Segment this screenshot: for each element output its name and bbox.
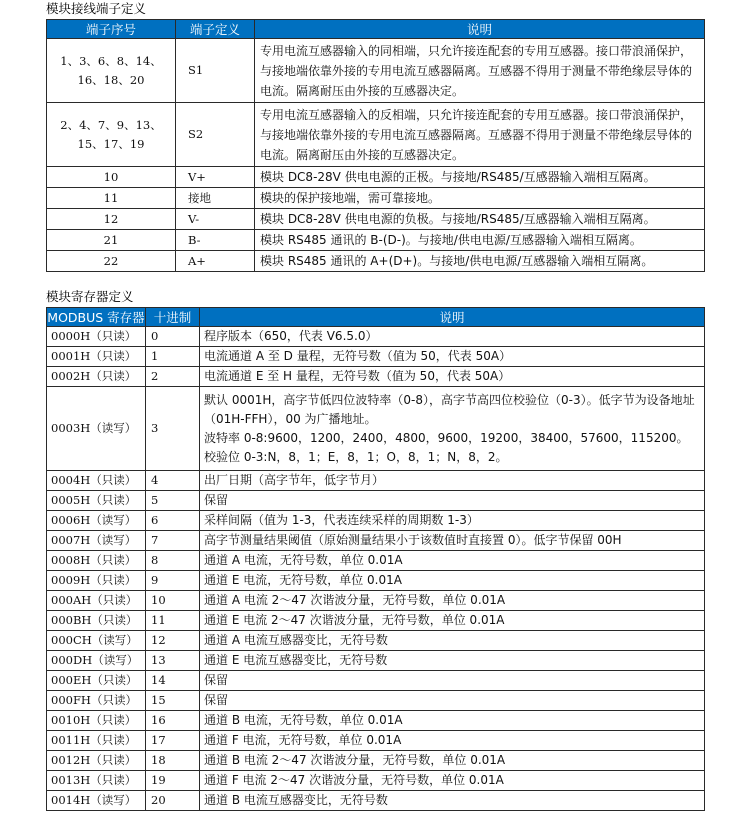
table-row	[47, 327, 705, 347]
table-row	[47, 367, 705, 387]
table-row	[47, 471, 705, 491]
terminal-number: 21	[47, 230, 176, 251]
baud-rate-line: 波特率 0-8:9600，1200，2400，4800，9600，19200，38400，57600，115200。	[204, 430, 689, 445]
terminal-definition: S1	[176, 39, 255, 103]
register-description: 通道 B 电流互感器变比，无符号数	[200, 791, 705, 811]
register-decimal: 12	[146, 631, 200, 651]
table-row	[47, 751, 705, 771]
table-row	[47, 230, 705, 251]
register-decimal: 18	[146, 751, 200, 771]
terminal-table	[46, 19, 705, 272]
terminal-description: 模块 DC8-28V 供电电源的正极。与接地/RS485/互感器输入端相互隔离。	[255, 167, 705, 188]
register-description: 通道 F 电流 2～47 次谐波分量，无符号数，单位 0.01A	[200, 771, 705, 791]
register-address: 0004H（只读）	[47, 471, 146, 491]
header-description: 说明	[200, 308, 705, 327]
register-description: 通道 A 电流 2～47 次谐波分量，无符号数，单位 0.01A	[200, 591, 705, 611]
register-description: 采样间隔（值为 1-3，代表连续采样的周期数 1-3）	[200, 511, 705, 531]
table-row	[47, 103, 705, 167]
register-decimal: 7	[146, 531, 200, 551]
register-address: 000CH（读写）	[47, 631, 146, 651]
table-row	[47, 209, 705, 230]
register-decimal: 11	[146, 611, 200, 631]
register-description: 通道 A 电流互感器变比，无符号数	[200, 631, 705, 651]
terminal-description: 专用电流互感器输入的反相端，只允许接连配套的专用互感器。接口带浪涌保护，与接地端依靠外接的专用电流互感器隔离。互感器不得用于测量不带绝缘层导体的电流。隔离耐压由外接的互感器决定。	[255, 103, 705, 167]
register-address: 0008H（只读）	[47, 551, 146, 571]
terminal-number: 1、3、6、8、14、16、18、20	[47, 39, 176, 103]
terminal-table-header	[47, 20, 705, 39]
register-description: 保留	[200, 671, 705, 691]
register-address: 0006H（读写）	[47, 511, 146, 531]
register-address: 000BH（只读）	[47, 611, 146, 631]
register-decimal: 15	[146, 691, 200, 711]
register-address: 0009H（只读）	[47, 571, 146, 591]
table-row	[47, 188, 705, 209]
register-address: 000DH（读写）	[47, 651, 146, 671]
register-description: 通道 B 电流，无符号数，单位 0.01A	[200, 711, 705, 731]
register-address: 0005H（只读）	[47, 491, 146, 511]
register-decimal: 13	[146, 651, 200, 671]
table-row	[47, 347, 705, 367]
table-row	[47, 631, 705, 651]
parity-line: 校验位 0-3:N，8，1；E，8，1；O，8，1；N，8，2。	[204, 449, 508, 464]
register-description: 程序版本（650，代表 V6.5.0）	[200, 327, 705, 347]
register-description: 通道 A 电流，无符号数，单位 0.01A	[200, 551, 705, 571]
table-row	[47, 591, 705, 611]
register-address: 0003H（读写）	[47, 387, 146, 471]
register-address: 0013H（只读）	[47, 771, 146, 791]
table-row	[47, 511, 705, 531]
register-address: 000AH（只读）	[47, 591, 146, 611]
header-terminal-definition: 端子定义	[176, 20, 255, 39]
terminal-definition: V+	[176, 167, 255, 188]
table-row	[47, 711, 705, 731]
terminal-description: 模块 DC8-28V 供电电源的负极。与接地/RS485/互感器输入端相互隔离。	[255, 209, 705, 230]
register-description: 通道 E 电流，无符号数，单位 0.01A	[200, 571, 705, 591]
register-decimal: 10	[146, 591, 200, 611]
register-decimal: 9	[146, 571, 200, 591]
table-row	[47, 387, 705, 471]
register-description: 电流通道 A 至 D 量程，无符号数（值为 50，代表 50A）	[200, 347, 705, 367]
terminal-number: 12	[47, 209, 176, 230]
table-row	[47, 691, 705, 711]
terminal-definition: 接地	[176, 188, 255, 209]
register-address: 0012H（只读）	[47, 751, 146, 771]
register-decimal: 2	[146, 367, 200, 387]
register-address: 0007H（读写）	[47, 531, 146, 551]
table-row	[47, 571, 705, 591]
table-row	[47, 491, 705, 511]
table-row	[47, 771, 705, 791]
register-description: 电流通道 E 至 H 量程，无符号数（值为 50，代表 50A）	[200, 367, 705, 387]
register-address: 0011H（只读）	[47, 731, 146, 751]
register-decimal: 4	[146, 471, 200, 491]
register-section-title: 模块寄存器定义	[46, 289, 134, 304]
table-row	[47, 251, 705, 272]
register-address: 0002H（只读）	[47, 367, 146, 387]
terminal-section-title: 模块接线端子定义	[46, 1, 147, 16]
terminal-number: 2、4、7、9、13、15、17、19	[47, 103, 176, 167]
table-row	[47, 611, 705, 631]
header-decimal: 十进制	[146, 308, 200, 327]
register-decimal: 14	[146, 671, 200, 691]
header-description: 说明	[255, 20, 705, 39]
table-row	[47, 731, 705, 751]
register-decimal: 8	[146, 551, 200, 571]
table-row	[47, 531, 705, 551]
terminal-description: 专用电流互感器输入的同相端，只允许接连配套的专用互感器。接口带浪涌保护，与接地端依靠外接的专用电流互感器隔离。互感器不得用于测量不带绝缘层导体的电流。隔离耐压由外接的互感器决定。	[255, 39, 705, 103]
table-row	[47, 551, 705, 571]
table-row	[47, 39, 705, 103]
register-description: 出厂日期（高字节年，低字节月）	[200, 471, 705, 491]
register-description: 通道 E 电流 2～47 次谐波分量，无符号数，单位 0.01A	[200, 611, 705, 631]
terminal-definition: B-	[176, 230, 255, 251]
register-description	[200, 387, 705, 471]
register-description: 通道 B 电流 2～47 次谐波分量，无符号数，单位 0.01A	[200, 751, 705, 771]
table-row	[47, 167, 705, 188]
baud-config-line: 默认 0001H，高字节低四位波特率（0-8），高字节高四位校验位（0-3）。低字节为设备地址（01H-FFH），00 为广播地址。	[204, 392, 695, 426]
terminal-description: 模块 RS485 通讯的 B-(D-)。与接地/供电电源/互感器输入端相互隔离。	[255, 230, 705, 251]
register-address: 0014H（读写）	[47, 791, 146, 811]
register-address: 0010H（只读）	[47, 711, 146, 731]
register-decimal: 5	[146, 491, 200, 511]
register-description: 保留	[200, 691, 705, 711]
register-address: 000EH（只读）	[47, 671, 146, 691]
register-decimal: 6	[146, 511, 200, 531]
register-address: 000FH（只读）	[47, 691, 146, 711]
register-decimal: 17	[146, 731, 200, 751]
header-terminal-number: 端子序号	[47, 20, 176, 39]
terminal-definition: A+	[176, 251, 255, 272]
register-decimal: 1	[146, 347, 200, 367]
register-table-header	[47, 308, 705, 327]
table-row	[47, 791, 705, 811]
register-decimal: 0	[146, 327, 200, 347]
register-description: 通道 E 电流互感器变比，无符号数	[200, 651, 705, 671]
register-address: 0000H（只读）	[47, 327, 146, 347]
register-address: 0001H（只读）	[47, 347, 146, 367]
terminal-definition: S2	[176, 103, 255, 167]
register-decimal: 19	[146, 771, 200, 791]
table-row	[47, 671, 705, 691]
register-description: 高字节测量结果阈值（原始测量结果小于该数值时直接置 0）。低字节保留 00H	[200, 531, 705, 551]
terminal-number: 10	[47, 167, 176, 188]
register-table	[46, 307, 705, 811]
terminal-description: 模块 RS485 通讯的 A+(D+)。与接地/供电电源/互感器输入端相互隔离。	[255, 251, 705, 272]
terminal-number: 22	[47, 251, 176, 272]
terminal-description: 模块的保护接地端，需可靠接地。	[255, 188, 705, 209]
register-decimal: 20	[146, 791, 200, 811]
header-modbus-register: MODBUS 寄存器	[47, 308, 146, 327]
terminal-definition: V-	[176, 209, 255, 230]
register-description: 保留	[200, 491, 705, 511]
table-row	[47, 651, 705, 671]
register-decimal: 3	[146, 387, 200, 471]
register-description: 通道 F 电流，无符号数，单位 0.01A	[200, 731, 705, 751]
terminal-number: 11	[47, 188, 176, 209]
register-decimal: 16	[146, 711, 200, 731]
